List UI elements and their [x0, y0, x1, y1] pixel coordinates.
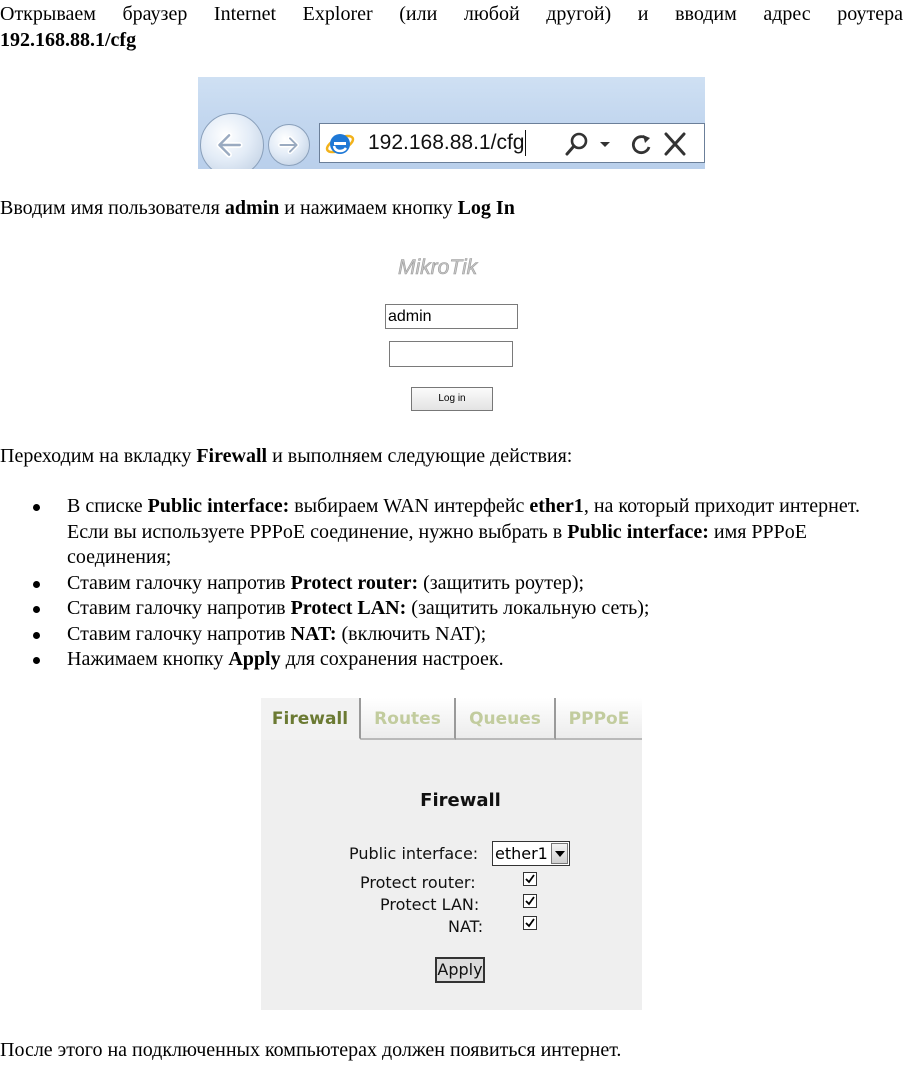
browser-address-bar-image — [198, 77, 705, 169]
checkmark-icon — [524, 917, 536, 929]
list-item: Ставим галочку напротив Protect router: (защитить роутер); — [67, 571, 903, 597]
back-arrow-icon[interactable] — [200, 113, 264, 169]
public-interface-label: Public interface: — [349, 844, 479, 863]
tab-bar — [261, 698, 642, 741]
checkmark-icon — [524, 895, 536, 907]
address-text: 192.168.88.1/cfg — [368, 131, 525, 154]
address-field[interactable] — [319, 123, 705, 163]
protect-router-label: Protect router: — [360, 873, 476, 892]
router-address: 192.168.88.1/cfg — [0, 29, 137, 51]
nat-label: NAT: — [448, 917, 484, 936]
firewall-instruction: Переходим на вкладку Firewall и выполняем следующие действия: — [0, 445, 573, 467]
protect-router-checkbox[interactable] — [523, 872, 537, 886]
firewall-tab-bold: Firewall — [196, 445, 268, 467]
intro-text: Открываем браузер Internet Explorer (или любой другой) и вводим адрес роутера — [0, 3, 903, 25]
list-item: Ставим галочку напротив NAT: (включить NAT); — [67, 622, 903, 648]
protect-lan-checkbox[interactable] — [523, 894, 537, 908]
tab-firewall[interactable]: Firewall — [261, 698, 361, 740]
chevron-down-icon[interactable] — [551, 843, 568, 864]
steps-list — [0, 494, 903, 673]
forward-arrow-icon[interactable] — [268, 124, 310, 166]
intro-line-1 — [0, 1, 903, 27]
svg-text:MikroTik: MikroTik — [398, 256, 478, 279]
checkmark-icon — [524, 873, 536, 885]
closing-text: После этого на подключенных компьютерах должен появиться интернет. — [0, 1039, 622, 1061]
public-interface-select[interactable] — [492, 841, 570, 866]
protect-lan-label: Protect LAN: — [380, 895, 480, 914]
dropdown-icon[interactable] — [596, 130, 614, 158]
nat-checkbox[interactable] — [523, 916, 537, 930]
login-button-bold: Log In — [457, 197, 515, 219]
close-icon[interactable] — [660, 130, 690, 158]
list-item: В списке Public interface: выбираем WAN интерфейс ether1, на который приходит интернет. Если вы используете PPPoE соединение, нужно выбрать в Public interface: имя PPPoE соединения; — [67, 494, 903, 571]
tab-queues[interactable]: Queues — [456, 698, 556, 740]
tab-routes[interactable]: Routes — [361, 698, 456, 740]
refresh-icon[interactable] — [626, 130, 656, 158]
list-item: Ставим галочку напротив Protect LAN: (защитить локальную сеть); — [67, 596, 903, 622]
intro-line-2 — [0, 27, 136, 53]
list-item: Нажимаем кнопку Apply для сохранения настроек. — [67, 647, 903, 673]
public-interface-value: ether1 — [495, 844, 548, 863]
internet-explorer-icon — [325, 129, 355, 159]
username-bold: admin — [224, 197, 280, 219]
firewall-panel — [261, 698, 642, 1010]
password-field[interactable] — [389, 341, 513, 367]
username-field[interactable]: admin — [385, 304, 518, 329]
search-icon[interactable] — [562, 130, 592, 158]
login-button[interactable]: Log in — [411, 387, 493, 411]
apply-button[interactable]: Apply — [435, 957, 485, 983]
panel-title: Firewall — [420, 790, 501, 811]
mikrotik-logo — [398, 252, 508, 282]
login-instruction: Вводим имя пользователя admin и нажимаем кнопку Log In — [0, 197, 515, 219]
tab-pppoe[interactable]: PPPoE — [556, 698, 642, 740]
